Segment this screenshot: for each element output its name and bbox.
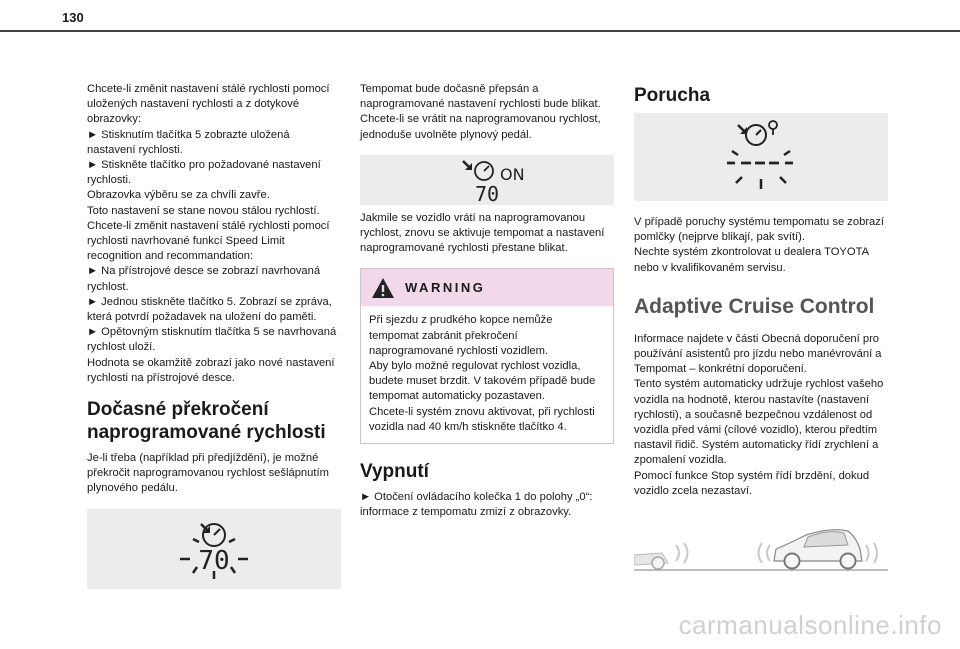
acc-cars-illustration xyxy=(634,515,888,571)
warning-header xyxy=(361,269,613,306)
warning-body xyxy=(361,306,613,443)
warning-triangle-icon xyxy=(371,277,395,299)
acc-body-1: Tento systém automaticky udržuje rychlost vašeho vozidla na hodnotě, kterou nastavíte (nastavení rychlosti), a současně bezpečnou vzdálenost od vozidla před vámi (cílové vozidlo), kterou předtím nastavil řidič. Systém automaticky řídí zrychlení a zpomalení vozidla. xyxy=(634,378,884,467)
figure-cruise-on xyxy=(360,155,614,205)
warning-title: WARNING xyxy=(405,280,486,296)
warning-line-1: Aby bylo možné regulovat rychlost vozidla, budete muset brzdit. V takovém případě bude tempomat automaticky pozastaven. xyxy=(369,360,596,403)
col1-intro-7: ► Jednou stiskněte tlačítko 5. Zobrazí se zpráva, která potvrdí požadavek na uložení do paměti. xyxy=(87,295,332,324)
figure1-digits: 70 xyxy=(198,545,230,576)
column-1 xyxy=(87,82,341,589)
col1-intro-8: ► Opětovným stisknutím tlačítka 5 se navrhovaná rychlost uloží. xyxy=(87,326,337,354)
column-3 xyxy=(634,84,890,571)
fault-body-0: V případě poruchy systému tempomatu se zobrazí pomlčky (nejprve blikají, pak svítí). xyxy=(634,216,884,244)
col1-intro-0: Chcete-li změnit nastavení stálé rychlosti pomocí uložených nastavení rychlosti a z dotykové obrazovky: xyxy=(87,83,330,126)
col2-intro-1: Chcete-li se vrátit na naprogramovanou rychlost, jednoduše uvolněte plynový pedál. xyxy=(360,113,601,141)
cruise-on-icon xyxy=(360,155,614,205)
acc-body-0: Informace najdete v části Obecná doporučení pro používání asistentů pro jízdu nebo manévrování a Tempomat – konkrétní doporučení. xyxy=(634,332,882,376)
col1-intro-4: Toto nastavení se stane novou stálou rychlostí. xyxy=(87,204,320,217)
col2-after-figure: Jakmile se vozidlo vrátí na naprogramovanou rychlost, znovu se aktivuje tempomat a nastavení naprogramované rychlosti přestane blikat. xyxy=(360,211,605,255)
fault-heading: Porucha xyxy=(634,85,711,106)
switch-off-body: ► Otočení ovládacího kolečka 1 do polohy „0“: informace z tempomatu zmizí z obrazovky. xyxy=(360,491,593,519)
acc-heading: Adaptive Cruise Control xyxy=(634,294,875,318)
warning-box xyxy=(360,268,614,444)
overspeed-heading: Dočasné překročení naprogramované rychlosti xyxy=(87,399,326,444)
col1-intro-3: Obrazovka výběru se za chvíli zavře. xyxy=(87,189,270,202)
page-number: 130 xyxy=(62,10,84,25)
figure2-digits: 70 xyxy=(474,181,500,205)
overspeed-body: Je-li třeba (například při předjíždění), je možné překročit naprogramovanou rychlost sešlápnutím plynového pedálu. xyxy=(87,452,329,495)
col1-intro-9: Hodnota se okamžitě zobrazí jako nové nastavení rychlosti na přístrojové desce. xyxy=(87,356,335,384)
switch-off-heading: Vypnutí xyxy=(360,461,429,483)
top-rule xyxy=(0,30,960,32)
figure2-on: ON xyxy=(500,164,525,184)
figure-fault xyxy=(634,113,888,201)
warning-line-0: Při sjezdu z prudkého kopce nemůže tempomat zabránit překročení naprogramované rychlosti vozidlem. xyxy=(369,314,553,357)
col2-intro-0: Tempomat bude dočasně přepsán a naprogramované nastavení rychlosti bude blikat. xyxy=(360,83,601,111)
col1-intro-6: ► Na přístrojové desce se zobrazí navrhovaná rychlost. xyxy=(87,265,321,293)
fault-body-1: Nechte systém zkontrolovat u dealera TOYOTA nebo v kvalifikovaném servisu. xyxy=(634,246,869,274)
figure-acc-cars xyxy=(634,515,888,571)
column-2 xyxy=(360,82,614,520)
warning-line-2: Chcete-li systém znovu aktivovat, při rychlosti vozidla nad 40 km/h stiskněte tlačítko 4. xyxy=(369,405,595,433)
col1-intro-1: ► Stisknutím tlačítka 5 zobrazte uložená nastavení rychlosti. xyxy=(87,128,290,156)
fault-dashes-icon xyxy=(634,113,888,201)
watermark: carmanualsonline.info xyxy=(678,610,942,640)
col1-intro-2: ► Stiskněte tlačítko pro požadované nastavení rychlosti. xyxy=(87,159,321,187)
flashing-speedometer-icon xyxy=(87,509,341,589)
acc-body-2: Pomocí funkce Stop systém řídí brzdění, dokud vozidlo zcela nezastaví. xyxy=(634,469,870,497)
figure-flashing-speed xyxy=(87,509,341,589)
col1-intro-5: Chcete-li změnit nastavení stálé rychlosti pomocí rychlosti navrhované funkcí Speed Limit recognition and recommandation: xyxy=(87,219,330,263)
